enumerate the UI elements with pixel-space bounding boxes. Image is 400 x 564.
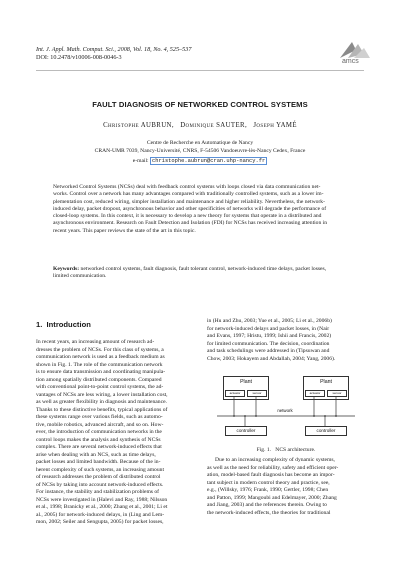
abstract-line: works. Control over a network has many advantages compared with traditionally controlled systems, such as a lower im- [53,191,324,198]
left-column [36,339,194,527]
right-column-top [207,318,365,363]
actuator-label: actuator [309,391,321,395]
body-line: ation, model-based fault diagnosis has become an impor- [207,472,335,478]
right-column-bottom [207,457,365,517]
ncs-architecture-figure [207,376,365,444]
body-line: shown in Fig. 1. The role of the communication network [36,361,163,368]
abstract-line: Networked Control Systems (NCSs) deal with feedback control systems with loops closed via data communication net- [53,184,321,190]
body-line: the network-induced effects, the theories for traditional [207,509,331,516]
network-label: network [277,408,293,413]
logo-text: amcs [342,58,359,65]
journal-header [36,46,191,62]
abstract-line: plementation cost, reduced wiring, simpler installation and maintenance and higher reliability. Nevertheless, the network- [53,198,325,205]
body-line: as well as the need for reliability, safety and efficient oper- [207,464,339,471]
body-line: packet losses and limited bandwidth. Because of the in- [36,459,161,465]
body-line: and Evans, 1997; Hristu, 1999; Ishii and Francis, 2002) [207,333,332,339]
controller-label: controller [236,428,256,433]
keywords [53,266,347,281]
affiliation-line-1: Centre de Recherche en Automatique de Nancy [146,140,254,146]
body-line: in (Hu and Zhu, 2003; Yue et al., 2005; Li et al., 2006b) [207,318,332,324]
body-line: For instance, the stability and stabilization problems of [36,489,160,495]
body-line: is to ensure data transmission and coordinating manipula- [36,369,166,375]
logo-mark-icon [334,38,374,60]
controller-box-right [305,426,347,436]
sensor-label: sensor [252,391,262,395]
body-line: and Patton, 1999; Mangoubi and Edelmayer, 2000; Zhang [207,494,337,501]
body-line: as well as greater flexibility in diagnosis and maintenance. [36,399,167,405]
body-line: tion among spatially distributed components. Compared [36,376,162,383]
body-line: NCSs were investigated in (Halevi and Ray, 1988; Nilsson [36,496,168,503]
keywords-text: limited communication. [53,273,107,280]
header-rule [36,70,364,71]
body-line: mon, 2002; Seiler and Sengupta, 2005) for packet losses, [36,519,164,525]
email-label: e-mail: [132,158,149,164]
sensor-label: sensor [332,391,342,395]
email-line [0,158,400,164]
abstract-line: recent years. This paper reviews the state of the art in this topic. [53,227,196,234]
body-line: of research addresses the problem of distributed control [36,474,161,480]
email-link[interactable]: christophe.aubrun@cran.uhp-nancy.fr [152,158,266,164]
figure-caption: Fig. 1. NCS architecture. [256,447,316,453]
actuator-label: actuator [229,391,241,395]
body-line: and task schedulings were addressed in (Tipsuwan and [207,348,330,354]
doi: DOI: 10.2478/v10006-008-0046-3 [36,54,122,61]
controller-box-left [225,426,267,436]
abstract [53,184,347,235]
affiliation-line-2: CRAN-UMR 7039, Nancy-Université, CNRS, F-54506 Vandoeuvre-lès-Nancy Cedex, France [94,148,306,154]
keywords-label: Keywords: [53,266,80,272]
body-line: Thanks to these distinctive benefits, typical applications of [36,406,168,413]
plant-label: Plant [320,379,332,385]
body-line: arise when dealing with an NCS, such as time delays, [36,451,156,458]
body-line: In recent years, an increasing amount of research ad- [36,339,155,345]
section-heading: 1. Introduction [36,320,91,329]
body-line: complex. There are several network-induced effects that [36,444,162,450]
body-line: al., 2005) for network-induced delays, in (Ling and Lem- [36,511,165,518]
body-line: for network-induced delays and packet losses, in (Nair [207,325,330,332]
body-line: ever, the introduction of communication networks in the [36,429,162,435]
abstract-line: closed-loop systems. In this context, it is necessary to develop a new theory for systems that operate in a distributed and [53,213,322,220]
body-line: these systems range over various fields, such as automo- [36,414,163,420]
body-line: herent complexity of such systems, an increasing amount [36,466,165,473]
abstract-line: asynchronous environment. Research on Fault Detection and Isolation (FDI) for NCSs has received increasing attention in [53,220,328,227]
body-line: of NCSs by taking into account network-induced effects. [36,481,164,488]
body-line: vantages of NCSs are less wiring, a lower installation cost, [36,391,168,398]
body-line: et al., 1998; Branicky et al., 2000; Zhang et al., 2001; Li et [36,504,168,510]
body-line: Chow, 2003; Hokayem and Abdallah, 2004; Yang, 2006). [207,355,336,362]
body-line: and Jiang, 2003) and the references therein. Owing to [207,502,327,508]
body-line: communication network is used as a feedback medium as [36,354,165,360]
body-line: dresses the problem of NCSs. For this class of systems, a [36,346,164,353]
controller-label: controller [316,428,336,433]
journal-citation: Int. J. Appl. Math. Comput. Sci., 2008, Vol. 18, No. 4, 525–537 [36,46,192,53]
body-line: Due to an increasing complexity of dynamic systems, [215,457,335,463]
journal-logo [334,38,374,72]
body-line: with conventional point-to-point control systems, the ad- [36,384,164,390]
body-line: for limited communication. The decision, coordination [207,340,330,347]
body-line: tant subject in modern control theory and practice, see, [207,479,330,486]
abstract-line: induced delay, packet dropout, asynchronous behavior and other specificities of networks will degrade the performance of [53,205,327,212]
paper-title: FAULT DIAGNOSIS OF NETWORKED CONTROL SYSTEMS [92,100,308,109]
plant-label: Plant [240,379,252,385]
paper-authors: Christophe AUBRUN, Dominique SAUTER, Joseph YAMÉ [103,122,297,129]
keywords-text: networked control systems, fault diagnosis, fault tolerant control, network-induced time delays, packet losses, [80,266,327,272]
body-line: tive, mobile robotics, advanced aircraft, and so on. How- [36,421,164,428]
body-line: control loops makes the analysis and synthesis of NCSs [36,436,161,443]
body-line: e.g., (Willsky, 1976; Frank, 1990; Gertler, 1998; Chen [207,487,329,493]
